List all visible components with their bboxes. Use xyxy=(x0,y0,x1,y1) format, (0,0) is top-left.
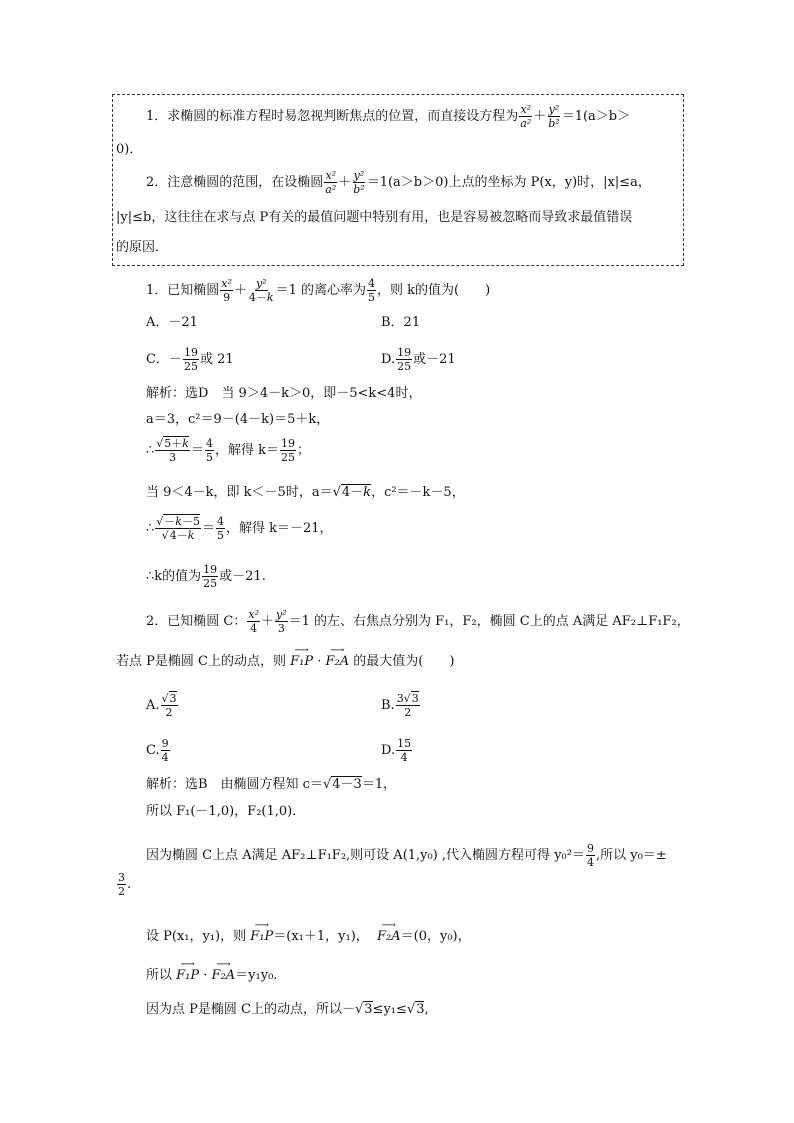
q1-stem-mid: ＝1 的离心率为 xyxy=(275,283,366,298)
note-2-line-1: 2．注意椭圆的范围，在设椭圆 $\frac{\text{x²}}{\text{a²}}$ ＋ $\frac{\text{y²}}{\text{b²}}$ ＝1(a＞b＞0)上点的坐标为 P(x，y)时，|x|≤a， xyxy=(146,169,651,196)
fraction-y2-3: $\frac{\text{y²}}{3}$ xyxy=(276,608,287,635)
note-1-line-1: 1．求椭圆的标准方程时易忽视判断焦点的位置，而直接设方程为 $\frac{\text{x²}}{\text{a²}}$ ＋ $\frac{\text{y²}}{\text{b²}}$ ＝1(a＞b＞ xyxy=(146,103,631,130)
fraction-y2-4-k: $\frac{\text{y²}}{4-k}$ xyxy=(248,277,274,304)
q2-stem-2: 若点 P是椭圆 C上的动点，则 ⟶ F₁P · ⟶ F₂A 的最大值为( ) xyxy=(116,652,454,672)
fraction-19-25-b: $\frac{19}{25}$ xyxy=(281,437,295,464)
q1-stem: 1．已知椭圆 $\frac{\text{x²}}{9}$ ＋ $\frac{\text{y²}}{4-k}$ ＝1 的离心率为 $\frac{4}{5}$ ，则 k的值为( ) xyxy=(146,277,491,304)
q2-option-c[interactable]: C. $\frac{9}{4}$ xyxy=(146,737,169,764)
fraction-y2-b2-b: $\frac{\text{y²}}{\text{b²}}$ xyxy=(353,169,365,196)
fraction-sqrt5k-3: $\frac{√5+k}{3}$ xyxy=(156,437,189,464)
fraction-19-25: $\frac{19}{25}$ xyxy=(183,346,198,373)
fraction-4-5: $\frac{4}{5}$ xyxy=(368,277,375,304)
q2-analysis-6: 因为点 P是椭圆 C上的动点，所以－√3≤y₁≤√3, xyxy=(146,1002,429,1017)
fraction-x2-a2: $\frac{\text{x²}}{\text{a²}}$ xyxy=(520,103,532,130)
fraction-sqrt3-2: $\frac{√3}{2}$ xyxy=(161,692,177,719)
note-2-mid: ＝1(a＞b＞0)上点的坐标为 P(x，y)时，|x|≤a， xyxy=(366,175,651,190)
fraction-15-4: $\frac{15}{4}$ xyxy=(397,737,412,764)
q2-analysis-3: 因为椭圆 C上点 A满足 AF₂⊥F₁F₂,则可设 A(1,y₀) ,代入椭圆方程可得 y₀²＝ $\frac{9}{4}$ ,所以 y₀＝± xyxy=(146,842,667,869)
fraction-x2-a2-b: $\frac{\text{x²}}{\text{a²}}$ xyxy=(325,169,337,196)
fraction-19-25-d: $\frac{19}{25}$ xyxy=(397,346,412,373)
q1-option-d[interactable]: D. $\frac{19}{25}$ 或－21 xyxy=(381,346,456,373)
note-1-cont: 0)． xyxy=(116,142,143,157)
q2-option-b[interactable]: B. $\frac{3√3}{2}$ xyxy=(381,692,419,719)
fraction-9-4: $\frac{9}{4}$ xyxy=(161,737,169,764)
fraction-x2-4: $\frac{\text{x²}}{4}$ xyxy=(248,608,259,635)
q2-option-d[interactable]: D. $\frac{15}{4}$ xyxy=(381,737,412,764)
q1-analysis-2: a＝3，c²＝9－(4－k)＝5＋k， xyxy=(146,412,330,427)
vector-f1p: ⟶ F₁P xyxy=(290,652,313,672)
q2-analysis-2: 所以 F₁(－1,0)，F₂(1,0)． xyxy=(146,804,306,819)
fraction-3-2: $\frac{3}{2}$ xyxy=(118,871,125,898)
note-2-line-2 xyxy=(116,208,632,228)
vector-f1p-b: ⟶ F₁P xyxy=(250,927,273,947)
vector-f1p-c: ⟶ F₁P xyxy=(176,966,199,986)
fraction-sqrt-ratio: $\frac{√-k-5}{√4-k}$ xyxy=(156,515,200,542)
q1-analysis-3: ∴ $\frac{√5+k}{3}$ ＝ $\frac{4}{5}$ ，解得 k＝ $\frac{19}{25}$ ； xyxy=(146,437,311,464)
note-2-line-3 xyxy=(116,238,168,258)
note-1-tail: ＝1(a＞b＞ xyxy=(561,109,631,124)
q1-analysis-5: ∴ $\frac{√-k-5}{√4-k}$ ＝ $\frac{4}{5}$ ，解得 k＝－21， xyxy=(146,515,333,542)
vector-f2a: ⟶ F₂A xyxy=(326,652,350,672)
q1-analysis-4: 当 9＜4－k，即 k＜－5时，a＝√4－k，c²＝－k－5， xyxy=(146,485,465,500)
fraction-3sqrt3-2: $\frac{3√3}{2}$ xyxy=(396,692,419,719)
q1-analysis-1: 解析：选D 当 9＞4－k＞0，即－5<k<4时， xyxy=(146,386,422,401)
q2-option-a[interactable]: A. $\frac{√3}{2}$ xyxy=(146,692,177,719)
q2-analysis-4: 设 P(x₁，y₁)，则 ⟶ F₁P＝(x₁＋1，y₁)， ⟶ F₂A＝(0，y₀)， xyxy=(146,927,471,947)
q1-option-c[interactable]: C．－ $\frac{19}{25}$ 或 21 xyxy=(146,346,234,373)
note-1-text: 1．求椭圆的标准方程时易忽视判断焦点的位置，而直接设方程为 xyxy=(146,109,519,124)
vector-f2a-c: ⟶ F₂A xyxy=(212,966,236,986)
fraction-4-5-b: $\frac{4}{5}$ xyxy=(205,437,213,464)
q1-analysis-6: ∴k的值为 $\frac{19}{25}$ 或－21. xyxy=(146,563,266,590)
fraction-y2-b2: $\frac{\text{y²}}{\text{b²}}$ xyxy=(548,103,560,130)
vector-f2a-b: ⟶ F₂A xyxy=(377,927,401,947)
q1-option-b[interactable]: B．21 xyxy=(381,315,421,330)
note-2-text: 2．注意椭圆的范围，在设椭圆 xyxy=(146,175,324,190)
q2-analysis-1: 解析：选B 由椭圆方程知 c＝√4－3＝1， xyxy=(146,777,397,792)
note-1-line-2 xyxy=(116,140,142,160)
q2-analysis-3-cont: $\frac{3}{2}$ . xyxy=(118,871,132,898)
q2-stem-1: 2．已知椭圆 C： $\frac{\text{x²}}{4}$ ＋ $\frac{\text{y²}}{3}$ ＝1 的左、右焦点分别为 F₁，F₂，椭圆 C上的点 A满足 AF₂⊥F₁F₂， xyxy=(146,608,690,635)
fraction-9-4-b: $\frac{9}{4}$ xyxy=(586,842,594,869)
q1-stem-post: ，则 k的值为( ) xyxy=(377,283,491,298)
q1-option-a[interactable]: A．－21 xyxy=(146,315,198,330)
note-2-cont: |y|≤b，这往往在求与点 P有关的最值问题中特别有用，也是容易被忽略而导致求最值错误 xyxy=(116,210,633,225)
q2-analysis-5: 所以 ⟶ F₁P · ⟶ F₂A＝y₁y₀. xyxy=(146,966,277,986)
q1-stem-pre: 1．已知椭圆 xyxy=(146,283,220,298)
fraction-4-5-c: $\frac{4}{5}$ xyxy=(216,515,224,542)
fraction-19-25-c: $\frac{19}{25}$ xyxy=(203,563,218,590)
fraction-x2-9: $\frac{\text{x²}}{9}$ xyxy=(221,277,232,304)
note-2-cont2: 的原因． xyxy=(116,240,169,255)
